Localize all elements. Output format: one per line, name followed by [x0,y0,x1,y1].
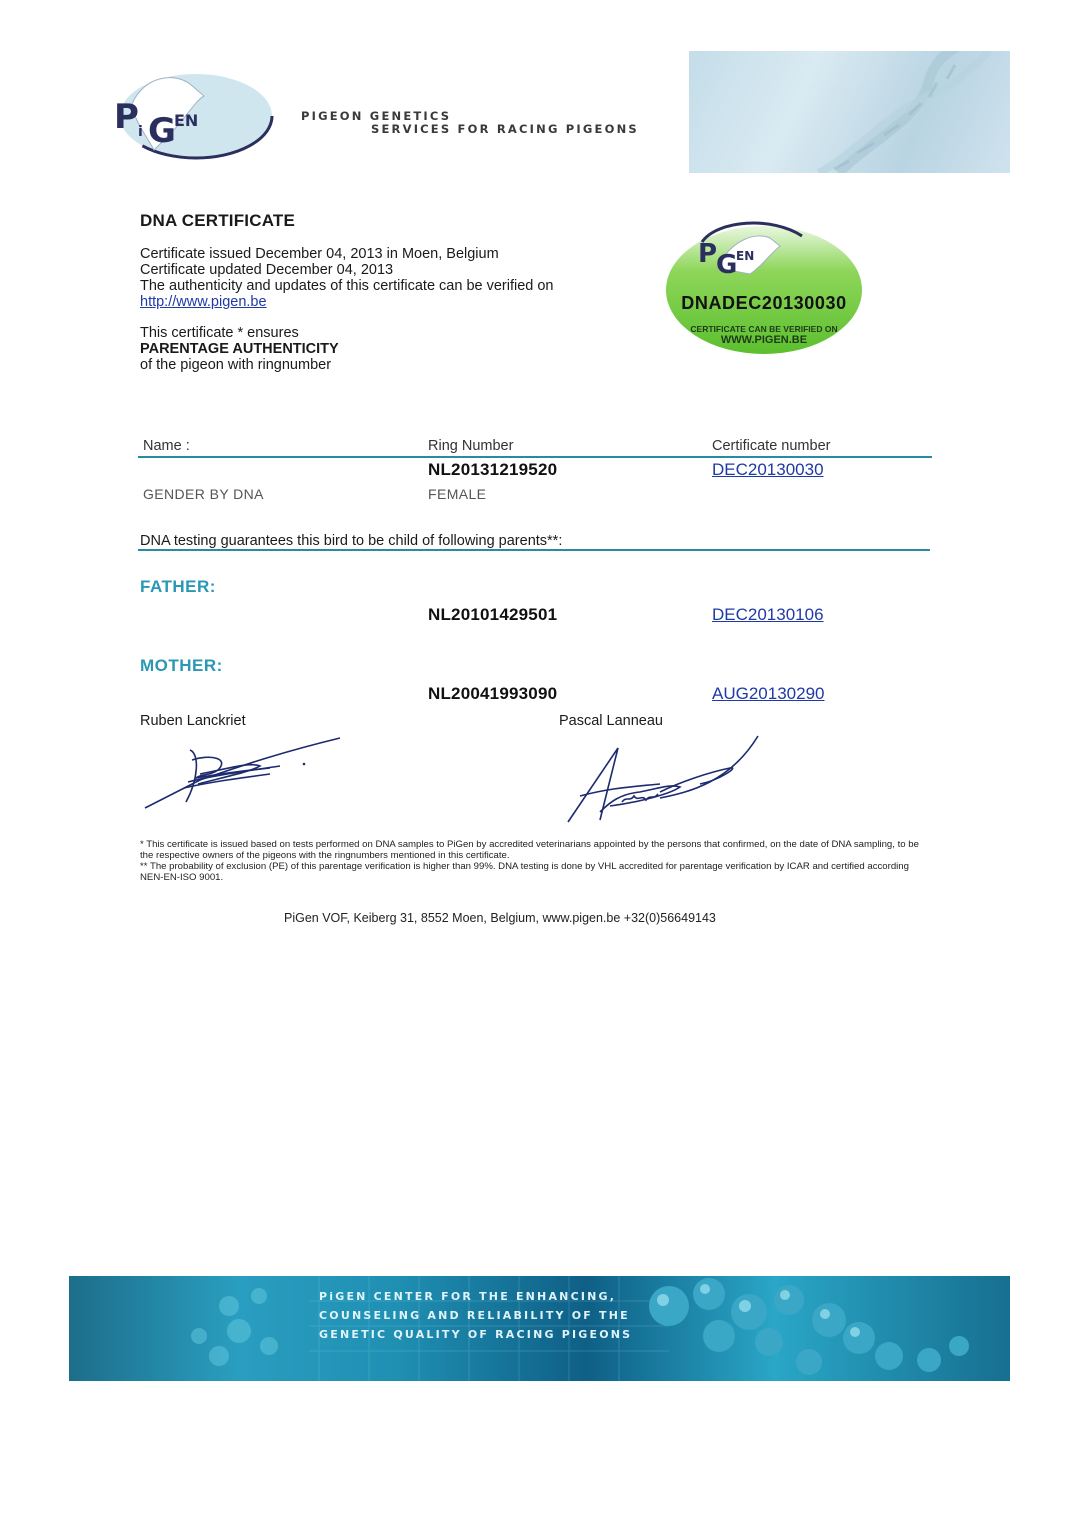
mother-label: MOTHER: [140,656,223,675]
banner-line3: GENETIC QUALITY OF RACING PIGEONS [319,1328,633,1341]
table-header-rule [138,456,932,458]
seal-verify-line2: WWW.PIGEN.BE [720,334,808,346]
footnote-1: * This certificate is issued based on tests performed on DNA samples to PiGen by accredited veterinarians appointed by the persons that confirmed, on the date of DNA sampling, to be the respective owners of the pigeons with the ringnumbers mentioned in this certificate. [140,839,919,861]
svg-text:P: P [698,239,718,269]
certificate-number-link[interactable]: DEC20130030 [712,460,824,479]
signature-2 [560,732,770,832]
svg-text:EN: EN [174,111,199,130]
verify-line: The authenticity and updates of this certificate can be verified on [140,278,554,294]
svg-text:P: P [114,97,139,137]
seal-verify-line1: CERTIFICATE CAN BE VERIFIED ON [690,324,838,334]
gender-value: FEMALE [428,486,487,502]
seal-code: DNADEC20130030 [681,293,847,313]
gender-label: GENDER BY DNA [143,486,264,502]
verification-seal [662,218,866,358]
company-name-line1: PIGEON GENETICS [301,109,452,123]
pigen-url-link[interactable]: http://www.pigen.be [140,294,267,310]
svg-text:EN: EN [736,249,755,263]
company-name-line2: SERVICES FOR RACING PIGEONS [371,122,639,136]
father-certificate-link[interactable]: DEC20130106 [712,605,824,624]
dna-helix-banner [689,51,1010,173]
ensures-line: This certificate * ensures [140,325,299,341]
certificate-title: DNA CERTIFICATE [140,211,296,230]
updated-line: Certificate updated December 04, 2013 [140,262,394,278]
mother-certificate-link[interactable]: AUG20130290 [712,684,825,703]
pigeon-ringnumber-line: of the pigeon with ringnumber [140,357,332,373]
svg-text:i: i [138,124,143,140]
father-ring-number: NL20101429501 [428,605,558,624]
pigen-logo [104,70,276,162]
name-label: Name : [143,438,190,454]
banner-line2: COUNSELING AND RELIABILITY OF THE [319,1309,630,1322]
signature-1 [140,730,350,820]
mother-ring-number: NL20041993090 [428,684,558,703]
parentage-authenticity: PARENTAGE AUTHENTICITY [140,341,339,357]
ring-number-label: Ring Number [428,438,514,454]
father-label: FATHER: [140,577,216,596]
certificate-number-label: Certificate number [712,438,831,454]
signatory-2-name: Pascal Lanneau [559,713,663,729]
footnote-2: ** The probability of exclusion (PE) of this parentage verification is higher than 99%. DNA testing is done by VHL accredited for parentage verification by ICAR and certified according NEN-EN-ISO 9001. [140,861,909,883]
signatory-1-name: Ruben Lanckriet [140,713,246,729]
parents-rule [138,549,930,551]
issued-line: Certificate issued December 04, 2013 in Moen, Belgium [140,246,499,262]
ring-number-value: NL20131219520 [428,460,558,479]
svg-text:G: G [716,250,738,280]
parents-guarantee: DNA testing guarantees this bird to be child of following parents**: [140,533,563,549]
banner-line1: PiGEN CENTER FOR THE ENHANCING, [319,1290,617,1303]
bottom-banner [69,1276,1010,1381]
svg-text:G: G [148,111,176,151]
company-address: PiGen VOF, Keiberg 31, 8552 Moen, Belgium, www.pigen.be +32(0)56649143 [284,911,716,925]
